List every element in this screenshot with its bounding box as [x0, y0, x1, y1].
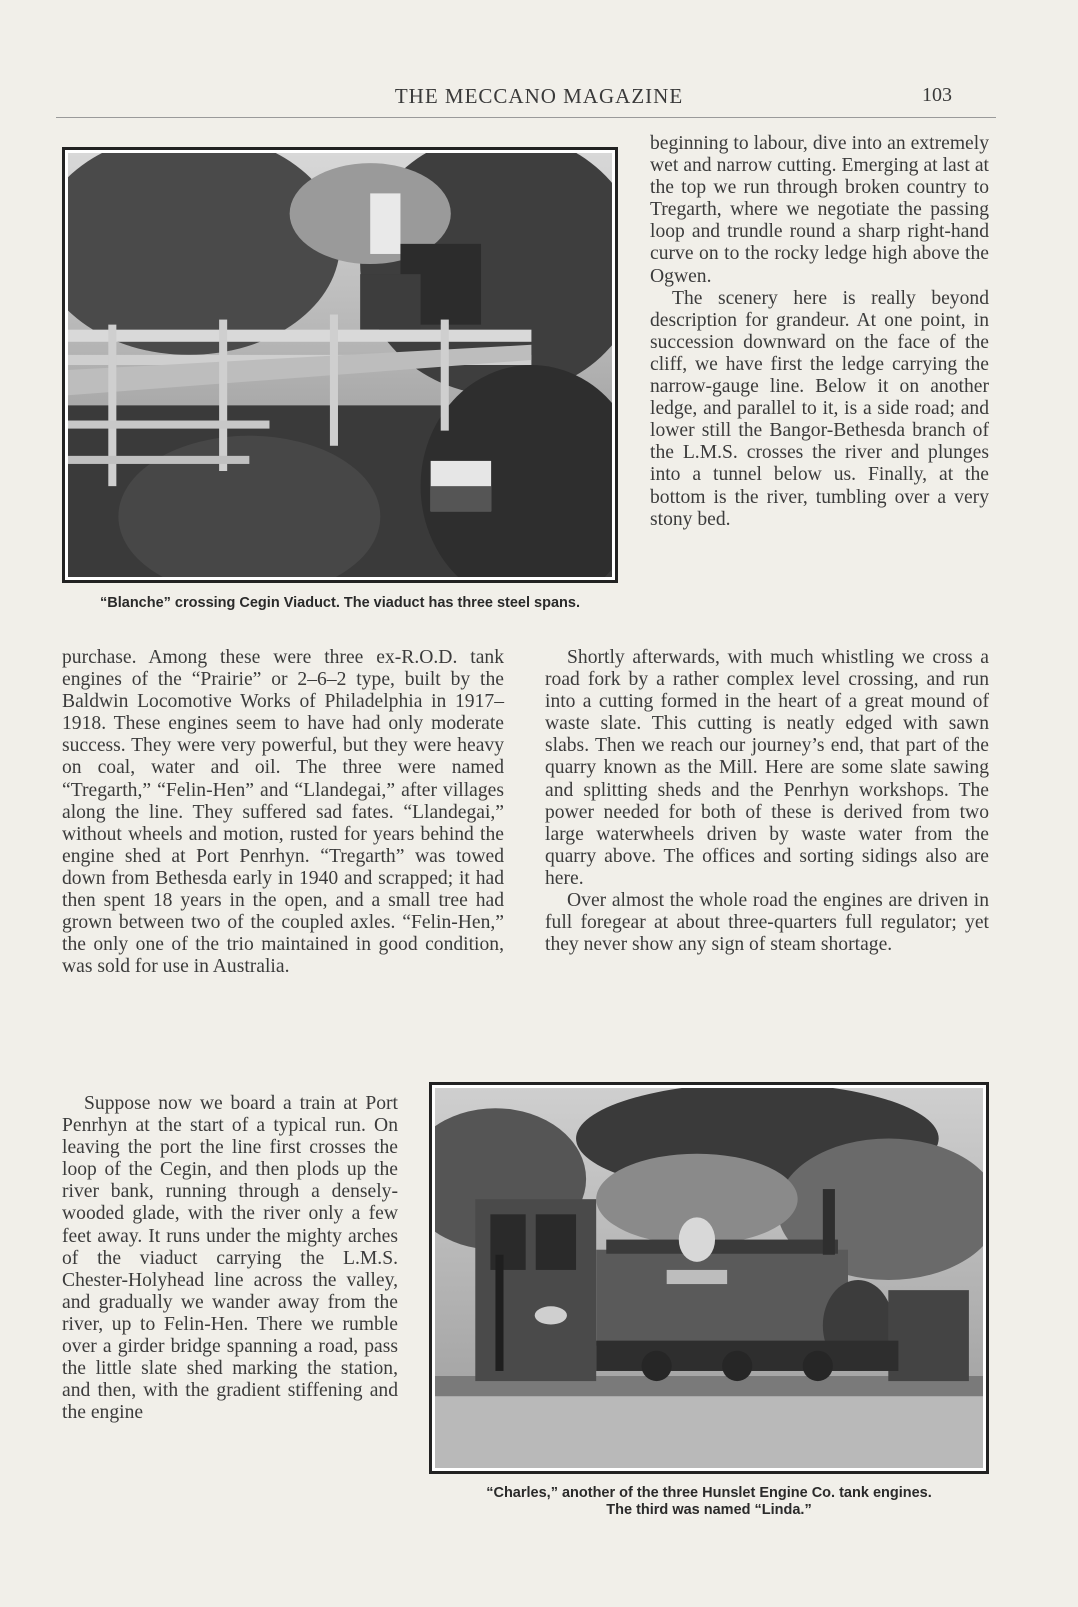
- paragraph: purchase. Among these were three ex-R.O.D. tank engines of the “Prairie” or 2–6–2 type, built by the Baldwin Locomotive Works of Philadelphia in 1917–1918. These engines seem to have had only moderate success. They were very powerful, but they were heavy on coal, water and oil. The three were named “Tregarth,” “Felin-Hen” and “Llandegai,” after villages along the line. They suffered sad fates. “Llandegai,” without wheels and motion, rusted for years behind the engine shed at Port Penrhyn. “Tregarth” was towed down from Bethesda early in 1940 and scrapped; it had then spent 18 years in the open, and a small tree had grown between two of the coupled axles. “Felin-Hen,” the only one of the trio maintained in good condition, was sold for use in Australia.: [62, 647, 504, 978]
- viaduct-caption: “Blanche” crossing Cegin Viaduct. The viaduct has three steel spans.: [100, 595, 580, 611]
- page-number: 103: [922, 84, 952, 106]
- viaduct-photo-image: [68, 153, 612, 577]
- charles-engine-photo: [429, 1082, 989, 1474]
- left-column-text-lower: [62, 1093, 398, 1424]
- charles-caption: [429, 1485, 989, 1519]
- charles-caption-line1: “Charles,” another of the three Hunslet Engine Co. tank engines.: [486, 1485, 932, 1501]
- paragraph: The scenery here is really beyond description for grandeur. At one point, in succession downward on the face of the cliff, we have first the ledge carrying the narrow-gauge line. Below it on another ledge, and parallel to it, is a side road; and lower still the Bangor-Bethesda branch of the L.M.S. crosses the river and plunges into a tunnel below us. Finally, at the bottom is the river, tumbling over a very stony bed.: [650, 287, 989, 530]
- viaduct-photo: [62, 147, 618, 583]
- paragraph: beginning to labour, dive into an extremely wet and narrow cutting. Emerging at last at the top we run through broken country to Tregarth, where we negotiate the passing loop and trundle round a sharp right-hand curve on to the rocky ledge high above the Ogwen.: [650, 133, 989, 287]
- paragraph: Shortly afterwards, with much whistling we cross a road fork by a rather complex level crossing, and run into a cutting formed in the heart of a great mound of waste slate. This cutting is neatly edged with sawn slabs. Then we reach our journey’s end, that part of the quarry known as the Mill. Here are some slate sawing and splitting sheds and the Penrhyn workshops. The power needed for both of these is derived from two large waterwheels driven by waste water from the quarry above. The offices and sorting sidings also are here.: [545, 647, 989, 889]
- header-rule: [56, 117, 996, 118]
- left-column-text: [62, 647, 504, 978]
- running-header: THE MECCANO MAGAZINE: [394, 84, 684, 108]
- paragraph: Over almost the whole road the engines are driven in full foregear at about three-quarters full regulator; yet they never show any sign of steam shortage.: [545, 890, 989, 956]
- right-column-text-continued: [545, 647, 989, 956]
- paragraph: Suppose now we board a train at Port Penrhyn at the start of a typical run. On leaving the port the line first crosses the loop of the Cegin, and then plods up the river bank, running through a densely-wooded glade, with the river only a few feet away. It runs under the mighty arches of the viaduct carrying the L.M.S. Chester-Holyhead line across the valley, and gradually we wander away from the river, up to Felin-Hen. There we rumble over a girder bridge spanning a road, pass the little slate shed marking the station, and then, with the gradient stiffening and the engine: [62, 1093, 398, 1424]
- charles-photo-image: [435, 1088, 983, 1468]
- charles-caption-line2: The third was named “Linda.”: [606, 1502, 812, 1518]
- right-column-text: [650, 133, 989, 531]
